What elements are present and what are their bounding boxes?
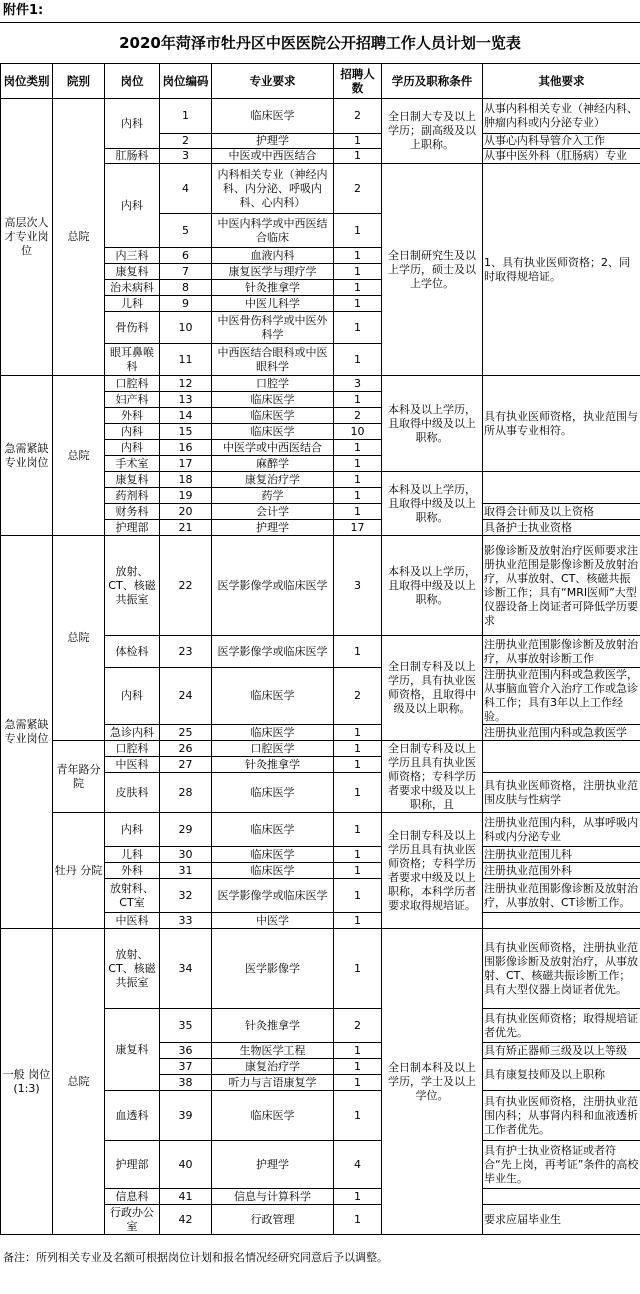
dept-cell: 儿科 bbox=[105, 847, 160, 863]
count-cell: 1 bbox=[334, 440, 382, 456]
count-cell: 4 bbox=[334, 1141, 382, 1189]
dept-cell: 内科 bbox=[105, 424, 160, 440]
category-cell: 高层次人才专业岗位 bbox=[1, 99, 53, 376]
header-education: 学历及职称条件 bbox=[382, 64, 483, 99]
code-cell: 25 bbox=[160, 725, 212, 741]
code-cell: 34 bbox=[160, 929, 212, 1009]
table-row bbox=[1, 99, 640, 134]
major-cell: 医学影像学或临床医学 bbox=[212, 636, 334, 668]
edu-cell: 本科及以上学历，且取得中级及以上职称。 bbox=[382, 472, 483, 536]
dept-cell: 治未病科 bbox=[105, 280, 160, 296]
major-cell: 中医学 bbox=[212, 913, 334, 929]
count-cell: 1 bbox=[334, 488, 382, 504]
edu-cell: 本科及以上学历，且取得中级及以上职称。 bbox=[382, 536, 483, 636]
edu-cell: 全日制专科及以上学历且具有执业医师资格；专科学历者要求中级及以上职称，且 bbox=[382, 741, 483, 813]
category-cell: 一般 岗位 (1:3) bbox=[1, 929, 53, 1235]
other-cell: 注册执业范围影像诊断及放射治疗，从事放射、CT诊断工作。 bbox=[483, 879, 640, 913]
count-cell: 1 bbox=[334, 929, 382, 1009]
major-cell: 口腔学 bbox=[212, 376, 334, 392]
header-major: 专业要求 bbox=[212, 64, 334, 99]
major-cell: 信息与计算科学 bbox=[212, 1189, 334, 1205]
dept-cell: 肛肠科 bbox=[105, 149, 160, 164]
major-cell: 护理学 bbox=[212, 520, 334, 536]
major-cell: 针灸推拿学 bbox=[212, 280, 334, 296]
header-post: 岗位 bbox=[105, 64, 160, 99]
code-cell: 12 bbox=[160, 376, 212, 392]
code-cell: 41 bbox=[160, 1189, 212, 1205]
code-cell: 16 bbox=[160, 440, 212, 456]
other-cell: 注册执业范围影像诊断及放射治疗，从事放射诊断工作 bbox=[483, 636, 640, 668]
count-cell: 1 bbox=[334, 149, 382, 164]
dept-cell: 康复科 bbox=[105, 472, 160, 488]
count-cell: 1 bbox=[334, 879, 382, 913]
code-cell: 28 bbox=[160, 773, 212, 813]
count-cell: 1 bbox=[334, 1189, 382, 1205]
other-cell: 影像诊断及放射治疗医师要求注册执业范围是影像诊断及放射治疗，从事放射、CT、核磁共振诊断工作；具有“MRI医师”大型仪器设备上岗证者可降低学历要求 bbox=[483, 536, 640, 636]
major-cell: 临床医学 bbox=[212, 1091, 334, 1141]
code-cell: 19 bbox=[160, 488, 212, 504]
edu-cell: 全日制专科及以上学历，具有执业医师资格，且取得中级及以上职称。 bbox=[382, 636, 483, 741]
code-cell: 23 bbox=[160, 636, 212, 668]
code-cell: 35 bbox=[160, 1009, 212, 1043]
edu-cell: 全日制专科及以上学历且具有执业医师资格；专科学历者要求中级及以上职称，本科学历者要求取得规培证。 bbox=[382, 813, 483, 929]
recruitment-table bbox=[0, 63, 640, 1235]
count-cell: 1 bbox=[334, 248, 382, 264]
major-cell: 医学影像学或临床医学 bbox=[212, 879, 334, 913]
hospital-cell: 青年路分院 bbox=[53, 741, 105, 813]
count-cell: 17 bbox=[334, 520, 382, 536]
count-cell: 2 bbox=[334, 668, 382, 725]
other-cell: 具有执业医师资格；取得规培证者优先。 bbox=[483, 1009, 640, 1043]
dept-cell: 内科 bbox=[105, 99, 160, 149]
code-cell: 31 bbox=[160, 863, 212, 879]
major-cell: 医学影像学 bbox=[212, 929, 334, 1009]
dept-cell: 护理部 bbox=[105, 1141, 160, 1189]
code-cell: 1 bbox=[160, 99, 212, 134]
code-cell: 20 bbox=[160, 504, 212, 520]
code-cell: 2 bbox=[160, 134, 212, 149]
code-cell: 37 bbox=[160, 1059, 212, 1075]
count-cell: 1 bbox=[334, 757, 382, 773]
hospital-cell: 牡丹 分院 bbox=[53, 813, 105, 929]
dept-cell: 行政办公室 bbox=[105, 1205, 160, 1235]
count-cell: 2 bbox=[334, 99, 382, 134]
other-cell: 要求应届毕业生 bbox=[483, 1205, 640, 1235]
other-cell: 具有执业医师资格，注册执业范围影像诊断及放射治疗，从事放射、CT、核磁共振诊断工作；具有大型仪器上岗证者优先。 bbox=[483, 929, 640, 1009]
code-cell: 3 bbox=[160, 149, 212, 164]
count-cell: 2 bbox=[334, 164, 382, 214]
dept-cell: 外科 bbox=[105, 408, 160, 424]
dept-cell: 信息科 bbox=[105, 1189, 160, 1205]
count-cell: 3 bbox=[334, 376, 382, 392]
code-cell: 39 bbox=[160, 1091, 212, 1141]
other-cell: 具有护士执业资格证或者符合“先上岗，再考证”条件的高校毕业生。 bbox=[483, 1141, 640, 1189]
major-cell: 临床医学 bbox=[212, 863, 334, 879]
count-cell: 1 bbox=[334, 1043, 382, 1059]
count-cell: 1 bbox=[334, 813, 382, 847]
major-cell: 针灸推拿学 bbox=[212, 1009, 334, 1043]
major-cell: 临床医学 bbox=[212, 392, 334, 408]
other-cell: 从事心内科导管介入工作 bbox=[483, 134, 640, 149]
dept-cell: 放射、CT、核磁共振室 bbox=[105, 536, 160, 636]
major-cell: 护理学 bbox=[212, 134, 334, 149]
count-cell: 1 bbox=[334, 134, 382, 149]
major-cell: 康复医学与理疗学 bbox=[212, 264, 334, 280]
count-cell: 3 bbox=[334, 536, 382, 636]
dept-cell: 眼耳鼻喉科 bbox=[105, 344, 160, 376]
header-hospital: 院别 bbox=[53, 64, 105, 99]
dept-cell: 内三科 bbox=[105, 248, 160, 264]
code-cell: 26 bbox=[160, 741, 212, 757]
code-cell: 21 bbox=[160, 520, 212, 536]
major-cell: 内科相关专业（神经内科、内分泌、呼吸内科、心内科） bbox=[212, 164, 334, 214]
code-cell: 30 bbox=[160, 847, 212, 863]
major-cell: 临床医学 bbox=[212, 668, 334, 725]
major-cell: 口腔医学 bbox=[212, 741, 334, 757]
code-cell: 33 bbox=[160, 913, 212, 929]
major-cell: 针灸推拿学 bbox=[212, 757, 334, 773]
other-cell: 具有康复技师及以上职称 bbox=[483, 1059, 640, 1091]
count-cell: 1 bbox=[334, 344, 382, 376]
other-cell: 具有执业医师资格，注册执业范围皮肤与性病学 bbox=[483, 773, 640, 813]
other-cell: 1、具有执业医师资格；2、同时取得规培证。 bbox=[483, 164, 640, 376]
dept-cell: 财务科 bbox=[105, 504, 160, 520]
code-cell: 36 bbox=[160, 1043, 212, 1059]
page-title: 2020年菏泽市牡丹区中医医院公开招聘工作人员计划一览表 bbox=[119, 34, 521, 52]
major-cell: 中西医结合眼科或中医眼科学 bbox=[212, 344, 334, 376]
header-code: 岗位编码 bbox=[160, 64, 212, 99]
dept-cell: 皮肤科 bbox=[105, 773, 160, 813]
major-cell: 听力与言语康复学 bbox=[212, 1075, 334, 1091]
dept-cell: 药剂科 bbox=[105, 488, 160, 504]
major-cell: 血液内科 bbox=[212, 248, 334, 264]
dept-cell: 内科 bbox=[105, 813, 160, 847]
dept-cell: 康复科 bbox=[105, 1009, 160, 1091]
attachment-label: 附件1: bbox=[0, 0, 640, 23]
header-other: 其他要求 bbox=[483, 64, 640, 99]
code-cell: 42 bbox=[160, 1205, 212, 1235]
dept-cell: 口腔科 bbox=[105, 376, 160, 392]
count-cell: 1 bbox=[334, 725, 382, 741]
other-cell: 具备护士执业资格 bbox=[483, 520, 640, 536]
code-cell: 22 bbox=[160, 536, 212, 636]
dept-cell: 外科 bbox=[105, 863, 160, 879]
major-cell: 临床医学 bbox=[212, 813, 334, 847]
code-cell: 15 bbox=[160, 424, 212, 440]
count-cell: 1 bbox=[334, 296, 382, 312]
count-cell: 1 bbox=[334, 1205, 382, 1235]
major-cell: 生物医学工程 bbox=[212, 1043, 334, 1059]
other-cell: 注册执业范围内科或急救医学 bbox=[483, 725, 640, 741]
count-cell: 1 bbox=[334, 392, 382, 408]
count-cell: 1 bbox=[334, 504, 382, 520]
code-cell: 14 bbox=[160, 408, 212, 424]
edu-cell: 全日制研究生及以上学历，硕士及以上学位。 bbox=[382, 164, 483, 376]
major-cell: 临床医学 bbox=[212, 773, 334, 813]
table-row bbox=[1, 741, 640, 757]
other-cell: 从事中医外科（肛肠病）专业 bbox=[483, 149, 640, 164]
major-cell: 中医内科学或中西医结合临床 bbox=[212, 214, 334, 248]
code-cell: 11 bbox=[160, 344, 212, 376]
code-cell: 40 bbox=[160, 1141, 212, 1189]
major-cell: 临床医学 bbox=[212, 847, 334, 863]
dept-cell: 妇产科 bbox=[105, 392, 160, 408]
other-cell bbox=[483, 741, 640, 773]
dept-cell: 手术室 bbox=[105, 456, 160, 472]
major-cell: 临床医学 bbox=[212, 99, 334, 134]
major-cell: 临床医学 bbox=[212, 424, 334, 440]
dept-cell: 中医科 bbox=[105, 757, 160, 773]
code-cell: 18 bbox=[160, 472, 212, 488]
other-cell: 注册执业范围内科，从事呼吸内科或内分泌专业 bbox=[483, 813, 640, 847]
header-count: 招聘人数 bbox=[334, 64, 382, 99]
major-cell: 康复治疗学 bbox=[212, 472, 334, 488]
code-cell: 29 bbox=[160, 813, 212, 847]
count-cell: 1 bbox=[334, 456, 382, 472]
major-cell: 医学影像学或临床医学 bbox=[212, 536, 334, 636]
hospital-cell: 总院 bbox=[53, 536, 105, 741]
hospital-cell: 总院 bbox=[53, 376, 105, 536]
count-cell: 1 bbox=[334, 280, 382, 296]
count-cell: 2 bbox=[334, 1009, 382, 1043]
code-cell: 24 bbox=[160, 668, 212, 725]
header-category: 岗位类别 bbox=[1, 64, 53, 99]
major-cell: 行政管理 bbox=[212, 1205, 334, 1235]
dept-cell: 放射科、CT室 bbox=[105, 879, 160, 913]
other-cell: 具有执业医师资格，注册执业范围内科；从事肾内科和血液透析工作者优先。 bbox=[483, 1091, 640, 1141]
code-cell: 10 bbox=[160, 312, 212, 344]
other-cell bbox=[483, 472, 640, 504]
code-cell: 5 bbox=[160, 214, 212, 248]
table-row bbox=[1, 929, 640, 1009]
code-cell: 32 bbox=[160, 879, 212, 913]
dept-cell: 骨伤科 bbox=[105, 312, 160, 344]
count-cell: 1 bbox=[334, 1091, 382, 1141]
table-header-row bbox=[1, 64, 640, 99]
count-cell: 2 bbox=[334, 408, 382, 424]
major-cell: 中医儿科学 bbox=[212, 296, 334, 312]
code-cell: 27 bbox=[160, 757, 212, 773]
hospital-cell: 总院 bbox=[53, 99, 105, 376]
count-cell: 10 bbox=[334, 424, 382, 440]
count-cell: 1 bbox=[334, 214, 382, 248]
dept-cell: 放射、CT、核磁共振室 bbox=[105, 929, 160, 1009]
dept-cell: 护理部 bbox=[105, 520, 160, 536]
category-cell: 急需紧缺专业岗位 bbox=[1, 376, 53, 536]
other-cell: 具有执业医师资格，执业范围与所从事专业相符。 bbox=[483, 376, 640, 472]
count-cell: 1 bbox=[334, 636, 382, 668]
dept-cell: 内科 bbox=[105, 164, 160, 248]
count-cell: 1 bbox=[334, 741, 382, 757]
count-cell: 1 bbox=[334, 847, 382, 863]
other-cell bbox=[483, 913, 640, 929]
major-cell: 临床医学 bbox=[212, 408, 334, 424]
count-cell: 1 bbox=[334, 264, 382, 280]
count-cell: 1 bbox=[334, 773, 382, 813]
code-cell: 38 bbox=[160, 1075, 212, 1091]
code-cell: 13 bbox=[160, 392, 212, 408]
edu-cell: 本科及以上学历，且取得中级及以上职称。 bbox=[382, 376, 483, 472]
dept-cell: 儿科 bbox=[105, 296, 160, 312]
major-cell: 康复治疗学 bbox=[212, 1059, 334, 1075]
dept-cell: 口腔科 bbox=[105, 741, 160, 757]
dept-cell: 中医科 bbox=[105, 913, 160, 929]
edu-cell: 全日制本科及以上学历，学士及以上学位。 bbox=[382, 929, 483, 1235]
code-cell: 7 bbox=[160, 264, 212, 280]
code-cell: 6 bbox=[160, 248, 212, 264]
major-cell: 护理学 bbox=[212, 1141, 334, 1189]
dept-cell: 内科 bbox=[105, 440, 160, 456]
major-cell: 麻醉学 bbox=[212, 456, 334, 472]
major-cell: 中医学或中西医结合 bbox=[212, 440, 334, 456]
other-cell: 注册执业范围内科或急救医学，从事脑血管介入治疗工作或急诊科工作；具有3年以上工作经验。 bbox=[483, 668, 640, 725]
dept-cell: 内科 bbox=[105, 668, 160, 725]
major-cell: 药学 bbox=[212, 488, 334, 504]
code-cell: 9 bbox=[160, 296, 212, 312]
dept-cell: 急诊内科 bbox=[105, 725, 160, 741]
other-cell: 取得会计师及以上资格 bbox=[483, 504, 640, 520]
other-cell: 从事内科相关专业（神经内科、肿瘤内科或内分泌专业） bbox=[483, 99, 640, 134]
other-cell: 注册执业范围外科 bbox=[483, 863, 640, 879]
hospital-cell: 总院 bbox=[53, 929, 105, 1235]
count-cell: 1 bbox=[334, 472, 382, 488]
count-cell: 1 bbox=[334, 863, 382, 879]
major-cell: 会计学 bbox=[212, 504, 334, 520]
dept-cell: 康复科 bbox=[105, 264, 160, 280]
other-cell bbox=[483, 1189, 640, 1205]
table-row bbox=[1, 813, 640, 847]
dept-cell: 体检科 bbox=[105, 636, 160, 668]
major-cell: 临床医学 bbox=[212, 725, 334, 741]
major-cell: 中医或中西医结合 bbox=[212, 149, 334, 164]
category-cell: 急需紧缺专业岗位 bbox=[1, 536, 53, 929]
count-cell: 1 bbox=[334, 913, 382, 929]
dept-cell: 血透科 bbox=[105, 1091, 160, 1141]
count-cell: 1 bbox=[334, 312, 382, 344]
edu-cell: 全日制大专及以上学历；副高级及以上职称。 bbox=[382, 99, 483, 164]
major-cell: 中医骨伤科学或中医外科学 bbox=[212, 312, 334, 344]
other-cell: 注册执业范围儿科 bbox=[483, 847, 640, 863]
count-cell: 1 bbox=[334, 1075, 382, 1091]
count-cell: 1 bbox=[334, 1059, 382, 1075]
code-cell: 8 bbox=[160, 280, 212, 296]
footnote: 备注：所列相关专业及名额可根据岗位计划和报名情况经研究同意后予以调整。 bbox=[3, 1251, 388, 1264]
table-row bbox=[1, 536, 640, 636]
other-cell: 具有矫正器师三级及以上等级 bbox=[483, 1043, 640, 1059]
code-cell: 4 bbox=[160, 164, 212, 214]
code-cell: 17 bbox=[160, 456, 212, 472]
table-row bbox=[1, 376, 640, 392]
